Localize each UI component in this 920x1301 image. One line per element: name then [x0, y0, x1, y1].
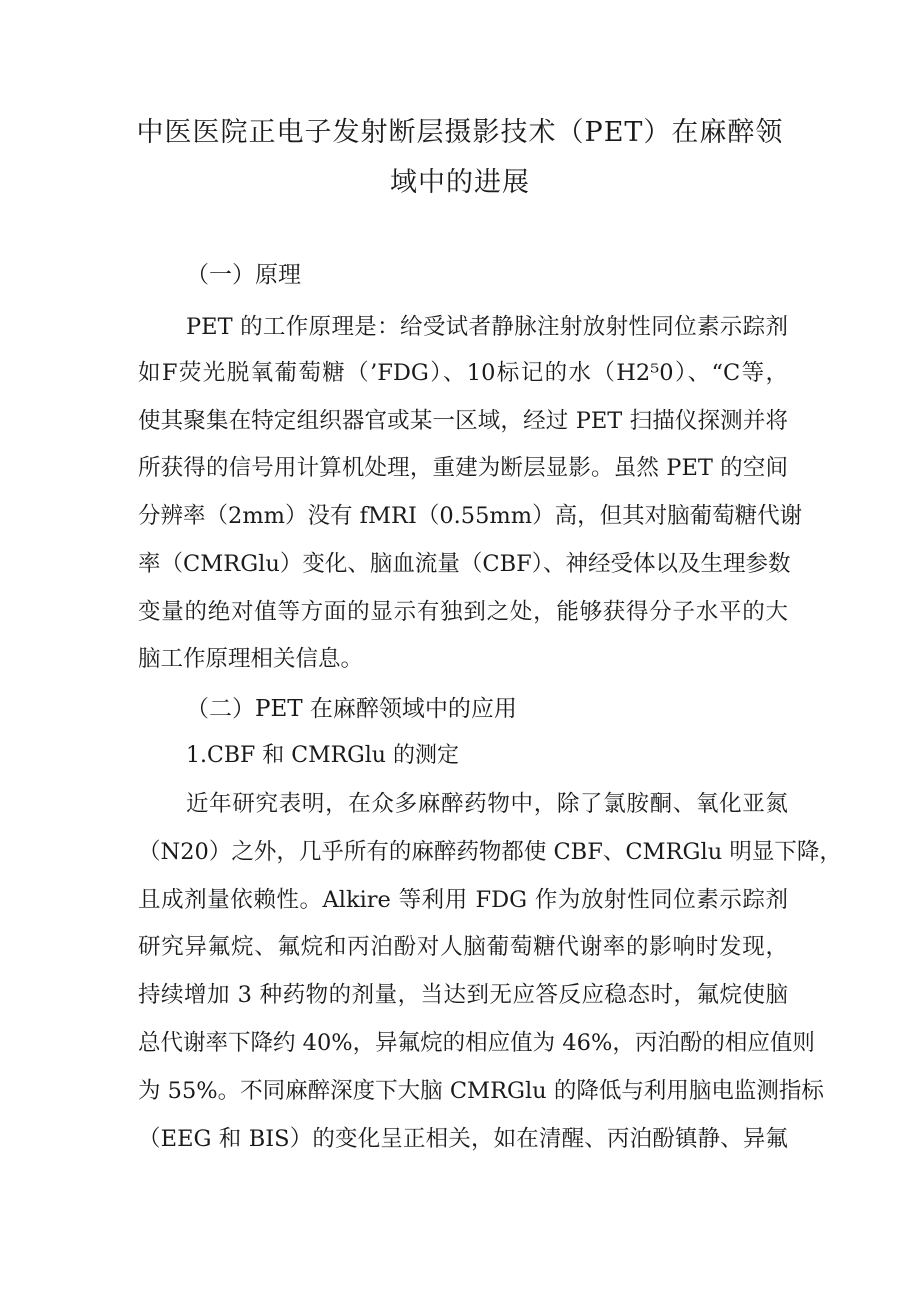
paragraph-line: 近年研究表明，在众多麻醉药物中，除了氯胺酮、氧化亚氮 — [186, 791, 788, 817]
paragraph-line: （N20）之外，几乎所有的麻醉药物都使 CBF、CMRGlu 明显下降， — [138, 839, 842, 865]
paragraph-line: 且成剂量依赖性。Alkire 等利用 FDG 作为放射性同位素示踪剂 — [138, 887, 788, 913]
document-title-line-1: 中医医院正电子发射断层摄影技术（PET）在麻醉领 — [136, 117, 784, 148]
paragraph-line: （EEG 和 BIS）的变化呈正相关，如在清醒、丙泊酚镇静、异氟 — [138, 1126, 788, 1152]
paragraph-line: 所获得的信号用计算机处理，重建为断层显影。虽然 PET 的空间 — [138, 455, 788, 481]
paragraph-line: 分辨率（2mm）没有 fMRI（0.55mm）高，但其对脑葡萄糖代谢 — [138, 503, 803, 529]
paragraph-line: 持续增加 3 种药物的剂量，当达到无应答反应稳态时，氟烷使脑 — [138, 982, 788, 1008]
paragraph-line: 变量的绝对值等方面的显示有独到之处，能够获得分子水平的大 — [138, 599, 788, 625]
section-2-subheading: 1.CBF 和 CMRGlu 的测定 — [186, 743, 459, 768]
document-title-line-2: 域中的进展 — [390, 167, 530, 198]
paragraph-line: 总代谢率下降约 40%，异氟烷的相应值为 46%，丙泊酚的相应值则 — [138, 1030, 815, 1056]
paragraph-line: 率（CMRGlu）变化、脑血流量（CBF）、神经受体以及生理参数 — [138, 551, 791, 577]
section-1-heading: （一）原理 — [186, 262, 301, 288]
paragraph-line: 脑工作原理相关信息。 — [138, 646, 364, 672]
paragraph-line: PET 的工作原理是：给受试者静脉注射放射性同位素示踪剂 — [186, 314, 788, 340]
paragraph-line: 如F荧光脱氧葡萄糖（’FDG）、10标记的水（H2⁵0）、“C等， — [138, 360, 788, 386]
paragraph-line: 使其聚集在特定组织器官或某一区域，经过 PET 扫描仪探测并将 — [138, 408, 788, 434]
paragraph-line: 为 55%。不同麻醉深度下大脑 CMRGlu 的降低与利用脑电监测指标 — [138, 1078, 824, 1104]
paragraph-line: 研究异氟烷、氟烷和丙泊酚对人脑葡萄糖代谢率的影响时发现， — [138, 934, 788, 960]
section-2-heading: （二）PET 在麻醉领域中的应用 — [186, 696, 517, 722]
